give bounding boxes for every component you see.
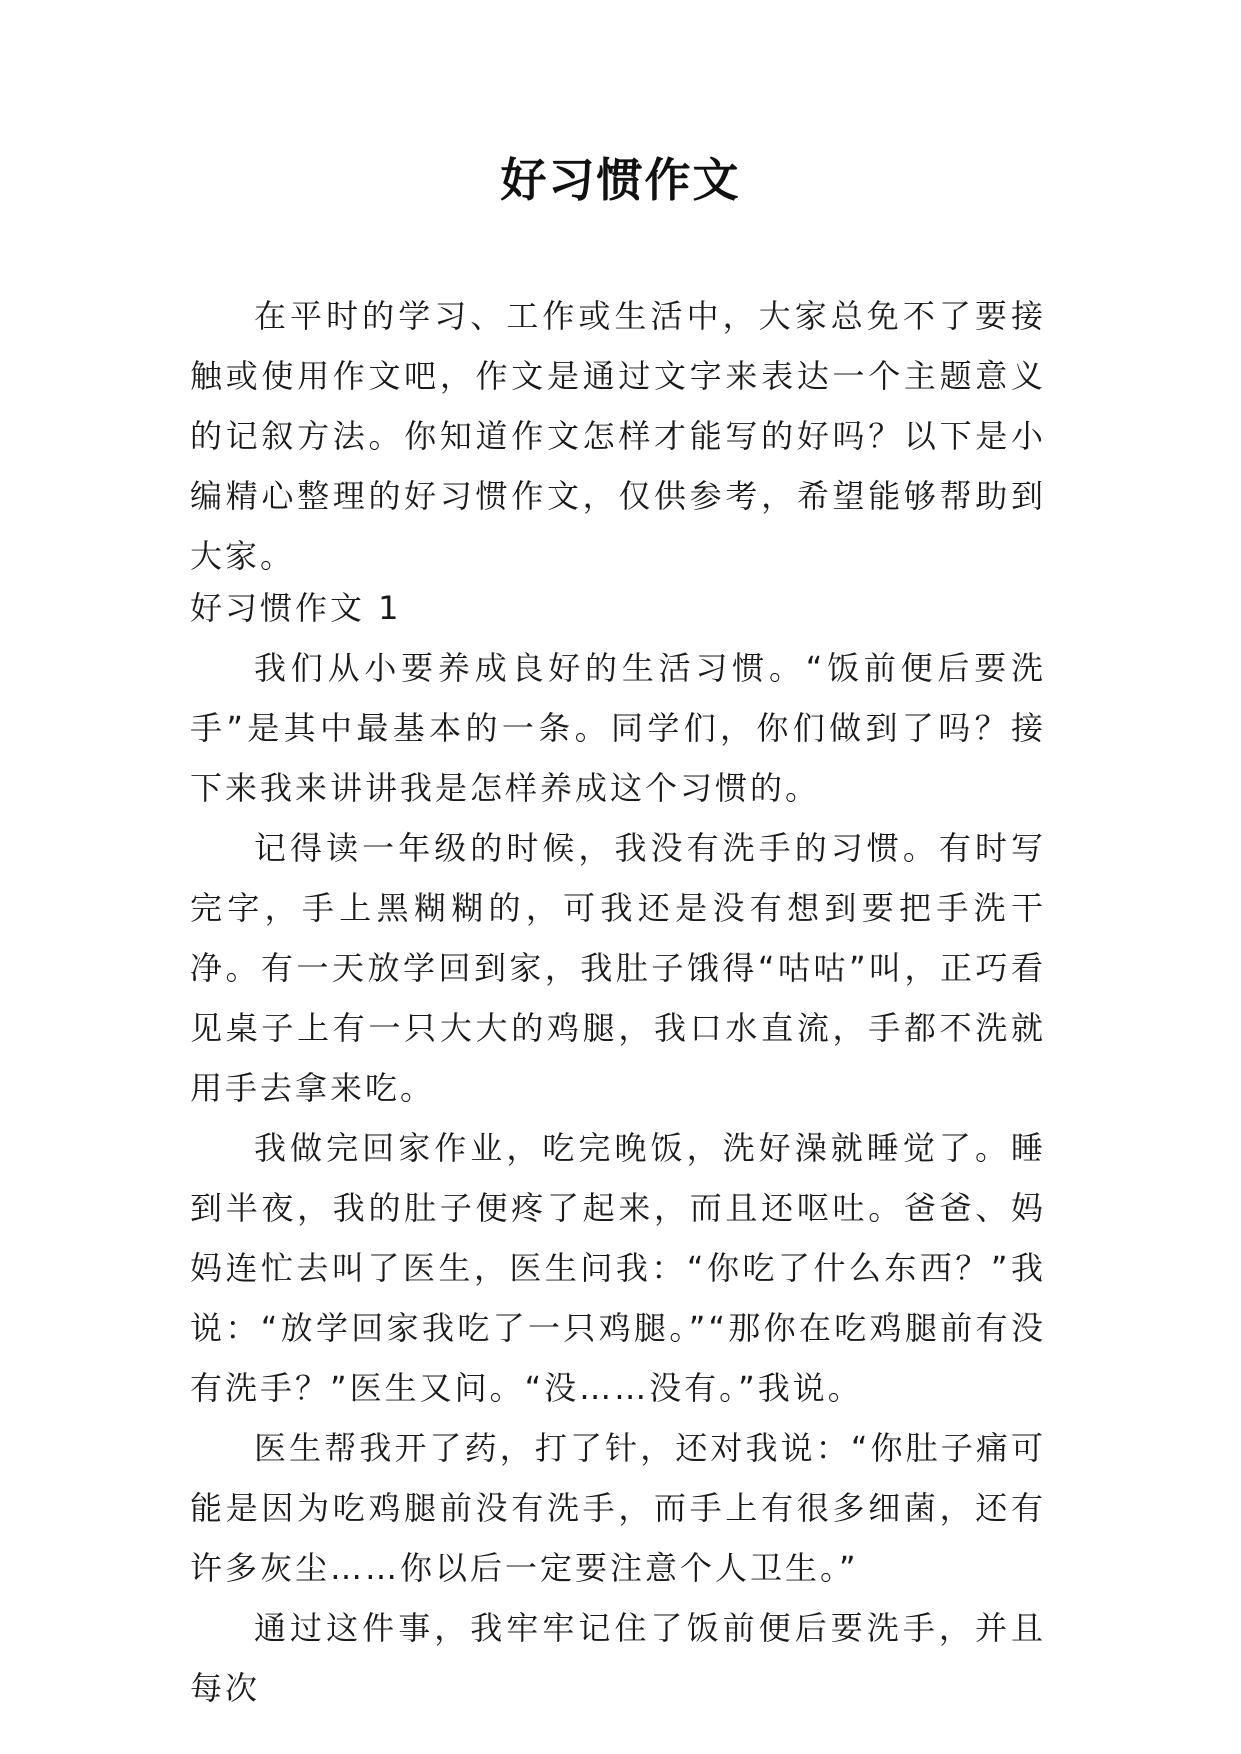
intro-block [190,286,1046,586]
body-paragraph: 我们从小要养成良好的生活习惯。“饭前便后要洗手”是其中最基本的一条。同学们，你们做到了吗？接下来我来讲讲我是怎样养成这个习惯的。 [190,649,1046,807]
document-title: 好习惯作文 [500,153,741,207]
body-paragraph: 我做完回家作业，吃完晚饭，洗好澡就睡觉了。睡到半夜，我的肚子便疼了起来，而且还呕吐。爸爸、妈妈连忙去叫了医生，医生问我：“你吃了什么东西？”我说：“放学回家我吃了一只鸡腿。”“那你在吃鸡腿前有没有洗手？”医生又问。“没……没有。”我说。 [190,1129,1046,1407]
intro-paragraph: 在平时的学习、工作或生活中，大家总免不了要接触或使用作文吧，作文是通过文字来表达一个主题意义的记叙方法。你知道作文怎样才能写的好吗？以下是小编精心整理的好习惯作文，仅供参考，希望能够帮助到大家。 [190,297,1046,575]
body-paragraph: 通过这件事，我牢牢记住了饭前便后要洗手，并且每次 [190,1609,1046,1707]
section-1 [190,578,1046,1718]
body-paragraph: 医生帮我开了药，打了针，还对我说：“你肚子痛可能是因为吃鸡腿前没有洗手，而手上有很多细菌，还有许多灰尘……你以后一定要注意个人卫生。” [190,1429,1046,1587]
body-paragraph: 记得读一年级的时候，我没有洗手的习惯。有时写完字，手上黑糊糊的，可我还是没有想到要把手洗干净。有一天放学回到家，我肚子饿得“咕咕”叫，正巧看见桌子上有一只大大的鸡腿，我口水直流，手都不洗就用手去拿来吃。 [190,829,1046,1107]
section-heading: 好习惯作文 1 [190,589,402,627]
